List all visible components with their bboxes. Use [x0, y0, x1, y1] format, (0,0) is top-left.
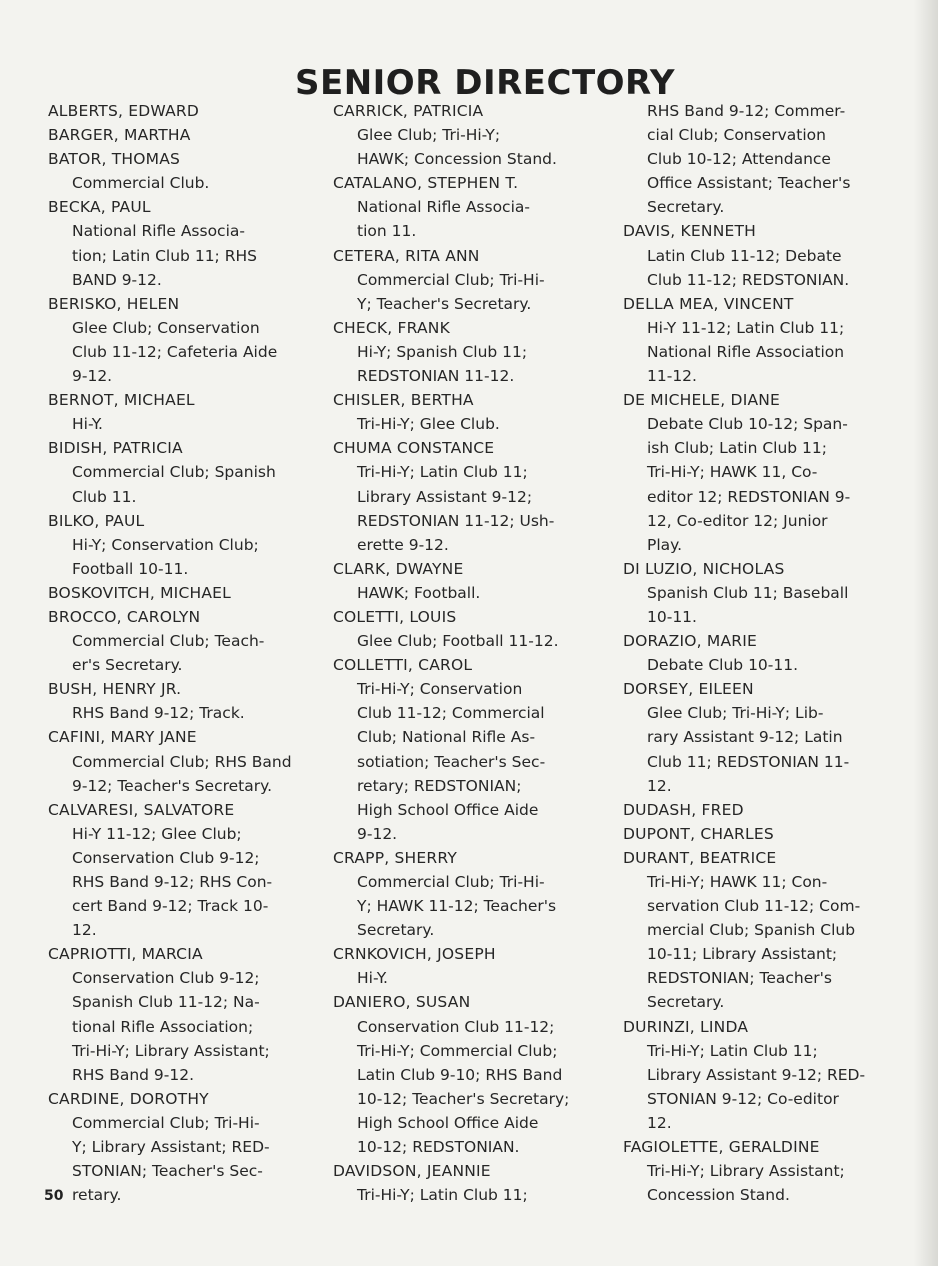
student-name: DUPONT, CHARLES: [623, 824, 774, 843]
student-name: CLARK, DWAYNE: [333, 559, 464, 578]
activities-line: Debate Club 10-11.: [647, 656, 799, 675]
student-name: CHECK, FRANK: [333, 318, 450, 337]
activities-line: Y; HAWK 11-12; Teacher's: [357, 897, 557, 916]
activities-line: Club 11-12; Commercial: [357, 704, 545, 723]
activities-line: 10-11; Library Assistant;: [647, 945, 838, 964]
activities-line: erette 9-12.: [357, 535, 449, 554]
activities-line: National Rifle Associa-: [357, 198, 530, 217]
student-name: CARDINE, DOROTHY: [48, 1089, 209, 1108]
student-name: DURANT, BEATRICE: [623, 848, 777, 867]
activities-line: Tri-Hi-Y; HAWK 11, Co-: [647, 463, 818, 482]
activities-line: retary.: [72, 1186, 122, 1205]
student-name: COLLETTI, CAROL: [333, 656, 473, 675]
activities-line: Tri-Hi-Y; Latin Club 11;: [357, 463, 528, 482]
student-name: DE MICHELE, DIANE: [623, 391, 781, 410]
student-name: BUSH, HENRY JR.: [48, 680, 182, 699]
activities-line: Glee Club; Conservation: [72, 318, 260, 337]
student-name: CRNKOVICH, JOSEPH: [333, 945, 496, 964]
activities-line: Debate Club 10-12; Span-: [647, 415, 848, 434]
page-title: SENIOR DIRECTORY: [294, 62, 675, 103]
student-name: BATOR, THOMAS: [48, 150, 181, 169]
activities-line: tional Rifle Association;: [72, 1017, 254, 1036]
activities-line: Club 11; REDSTONIAN 11-: [647, 752, 850, 771]
activities-line: 9-12.: [72, 367, 113, 386]
activities-line: er's Secretary.: [72, 656, 183, 675]
activities-line: Commercial Club; Tri-Hi-: [357, 873, 545, 891]
activities-line: HAWK; Football.: [357, 583, 481, 602]
activities-line: 11-12.: [647, 367, 697, 386]
activities-line: Hi-Y.: [357, 969, 388, 988]
activities-line: REDSTONIAN 11-12; Ush-: [357, 511, 555, 530]
activities-line: Tri-Hi-Y; Conservation: [357, 680, 523, 699]
activities-line: Commercial Club.: [72, 174, 210, 193]
activities-line: Glee Club; Tri-Hi-Y;: [357, 126, 501, 145]
student-name: FAGIOLETTE, GERALDINE: [623, 1138, 820, 1157]
activities-line: Glee Club; Tri-Hi-Y; Lib-: [647, 704, 824, 723]
activities-line: HAWK; Concession Stand.: [357, 150, 557, 169]
activities-line: Tri-Hi-Y; Library Assistant;: [72, 1041, 270, 1060]
activities-line: High School Office Aide: [357, 1113, 539, 1132]
activities-line: Hi-Y.: [72, 415, 103, 434]
activities-line: sotiation; Teacher's Sec-: [357, 752, 546, 771]
activities-line: Play.: [647, 535, 683, 554]
student-name: BROCCO, CAROLYN: [48, 607, 201, 626]
activities-line: Football 10-11.: [72, 559, 189, 578]
activities-line: tion; Latin Club 11; RHS: [72, 246, 257, 265]
student-name: DELLA MEA, VINCENT: [623, 294, 794, 313]
activities-line: BAND 9-12.: [72, 270, 162, 289]
activities-line: High School Office Aide: [357, 800, 539, 819]
activities-line: Tri-Hi-Y; Glee Club.: [357, 415, 500, 434]
activities-line: Secretary.: [357, 921, 435, 940]
activities-line: retary; REDSTONIAN;: [357, 776, 522, 795]
activities-line: ish Club; Latin Club 11;: [647, 439, 828, 458]
activities-line: Secretary.: [647, 993, 725, 1012]
student-name: CATALANO, STEPHEN T.: [333, 174, 519, 193]
directory-column-1: [48, 99, 323, 1207]
student-name: BILKO, PAUL: [48, 511, 145, 530]
activities-line: RHS Band 9-12; Track.: [72, 704, 245, 723]
directory-column-2: [333, 99, 615, 1207]
student-name: ALBERTS, EDWARD: [48, 102, 199, 120]
student-name: DANIERO, SUSAN: [333, 993, 471, 1012]
activities-line: Club 11.: [72, 487, 137, 506]
activities-line: STONIAN; Teacher's Sec-: [72, 1162, 263, 1181]
activities-line: RHS Band 9-12.: [72, 1065, 195, 1084]
student-name: COLETTI, LOUIS: [333, 607, 457, 626]
activities-line: 9-12; Teacher's Secretary.: [72, 776, 273, 795]
activities-line: Club 11-12; Cafeteria Aide: [72, 342, 278, 361]
directory-column-3: [623, 99, 918, 1207]
activities-line: 10-12; Teacher's Secretary;: [357, 1089, 570, 1108]
activities-line: RHS Band 9-12; Commer-: [647, 102, 846, 120]
activities-line: Latin Club 11-12; Debate: [647, 246, 842, 265]
student-name: BIDISH, PATRICIA: [48, 439, 183, 458]
activities-line: 12, Co-editor 12; Junior: [647, 511, 828, 530]
activities-line: Commercial Club; Tri-Hi-: [357, 270, 545, 289]
activities-line: Tri-Hi-Y; Latin Club 11;: [357, 1186, 528, 1205]
activities-line: rary Assistant 9-12; Latin: [647, 728, 843, 747]
activities-line: Tri-Hi-Y; Commercial Club;: [357, 1041, 558, 1060]
activities-line: Tri-Hi-Y; Latin Club 11;: [647, 1041, 818, 1060]
student-name: CARRICK, PATRICIA: [333, 102, 484, 120]
activities-line: Hi-Y 11-12; Latin Club 11;: [647, 318, 845, 337]
activities-line: 12.: [647, 776, 672, 795]
activities-line: tion 11.: [357, 222, 417, 241]
activities-line: Secretary.: [647, 198, 725, 217]
student-name: DUDASH, FRED: [623, 800, 744, 819]
student-name: DURINZI, LINDA: [623, 1017, 749, 1036]
activities-line: 9-12.: [357, 824, 398, 843]
activities-line: Conservation Club 11-12;: [357, 1017, 555, 1036]
student-name: CAPRIOTTI, MARCIA: [48, 945, 203, 964]
student-name: DORSEY, EILEEN: [623, 680, 754, 699]
student-name: CHISLER, BERTHA: [333, 391, 474, 410]
activities-line: Club; National Rifle As-: [357, 728, 536, 747]
activities-line: cial Club; Conservation: [647, 126, 826, 145]
activities-line: 12.: [72, 921, 97, 940]
activities-line: Concession Stand.: [647, 1186, 790, 1205]
activities-line: Club 10-12; Attendance: [647, 150, 831, 169]
activities-line: Y; Library Assistant; RED-: [72, 1138, 270, 1157]
student-name: CRAPP, SHERRY: [333, 848, 458, 867]
activities-line: Commercial Club; RHS Band: [72, 752, 292, 771]
activities-line: Tri-Hi-Y; Library Assistant;: [647, 1162, 845, 1181]
activities-line: Y; Teacher's Secretary.: [357, 294, 532, 313]
activities-line: servation Club 11-12; Com-: [647, 897, 861, 916]
activities-line: Spanish Club 11; Baseball: [647, 583, 849, 602]
activities-line: Commercial Club; Tri-Hi-: [72, 1113, 260, 1132]
activities-line: National Rifle Association: [647, 342, 845, 361]
student-name: CHUMA CONSTANCE: [333, 439, 495, 458]
activities-line: National Rifle Associa-: [72, 222, 245, 241]
activities-line: Glee Club; Football 11-12.: [357, 632, 559, 651]
activities-line: Spanish Club 11-12; Na-: [72, 993, 260, 1012]
student-name: DORAZIO, MARIE: [623, 632, 758, 651]
page-number: 50: [44, 1188, 64, 1204]
activities-line: Latin Club 9-10; RHS Band: [357, 1065, 563, 1084]
activities-line: mercial Club; Spanish Club: [647, 921, 856, 940]
activities-line: Commercial Club; Teach-: [72, 632, 265, 651]
activities-line: Library Assistant 9-12; RED-: [647, 1065, 866, 1084]
student-name: CAFINI, MARY JANE: [48, 728, 197, 747]
activities-line: Library Assistant 9-12;: [357, 487, 533, 506]
activities-line: RHS Band 9-12; RHS Con-: [72, 873, 273, 891]
student-name: CETERA, RITA ANN: [333, 246, 480, 265]
student-name: DI LUZIO, NICHOLAS: [623, 559, 785, 578]
activities-line: 10-11.: [647, 607, 697, 626]
student-name: BERNOT, MICHAEL: [48, 391, 195, 410]
student-name: BECKA, PAUL: [48, 198, 151, 217]
student-name: BOSKOVITCH, MICHAEL: [48, 583, 231, 602]
activities-line: Hi-Y; Conservation Club;: [72, 535, 259, 554]
activities-line: Conservation Club 9-12;: [72, 969, 260, 988]
activities-line: 10-12; REDSTONIAN.: [357, 1138, 520, 1157]
activities-line: Office Assistant; Teacher's: [647, 174, 851, 193]
student-name: DAVIS, KENNETH: [623, 222, 757, 241]
activities-line: Hi-Y 11-12; Glee Club;: [72, 824, 242, 843]
student-name: CALVARESI, SALVATORE: [48, 800, 235, 819]
student-name: BARGER, MARTHA: [48, 126, 191, 145]
activities-line: 12.: [647, 1113, 672, 1132]
student-name: DAVIDSON, JEANNIE: [333, 1162, 491, 1181]
activities-line: Tri-Hi-Y; HAWK 11; Con-: [647, 873, 828, 891]
activities-line: REDSTONIAN 11-12.: [357, 367, 515, 386]
activities-line: STONIAN 9-12; Co-editor: [647, 1089, 839, 1108]
activities-line: REDSTONIAN; Teacher's: [647, 969, 832, 988]
activities-line: editor 12; REDSTONIAN 9-: [647, 487, 851, 506]
activities-line: Conservation Club 9-12;: [72, 848, 260, 867]
activities-line: Club 11-12; REDSTONIAN.: [647, 270, 850, 289]
activities-line: Commercial Club; Spanish: [72, 463, 276, 482]
activities-line: Hi-Y; Spanish Club 11;: [357, 342, 528, 361]
student-name: BERISKO, HELEN: [48, 294, 180, 313]
activities-line: cert Band 9-12; Track 10-: [72, 897, 269, 916]
